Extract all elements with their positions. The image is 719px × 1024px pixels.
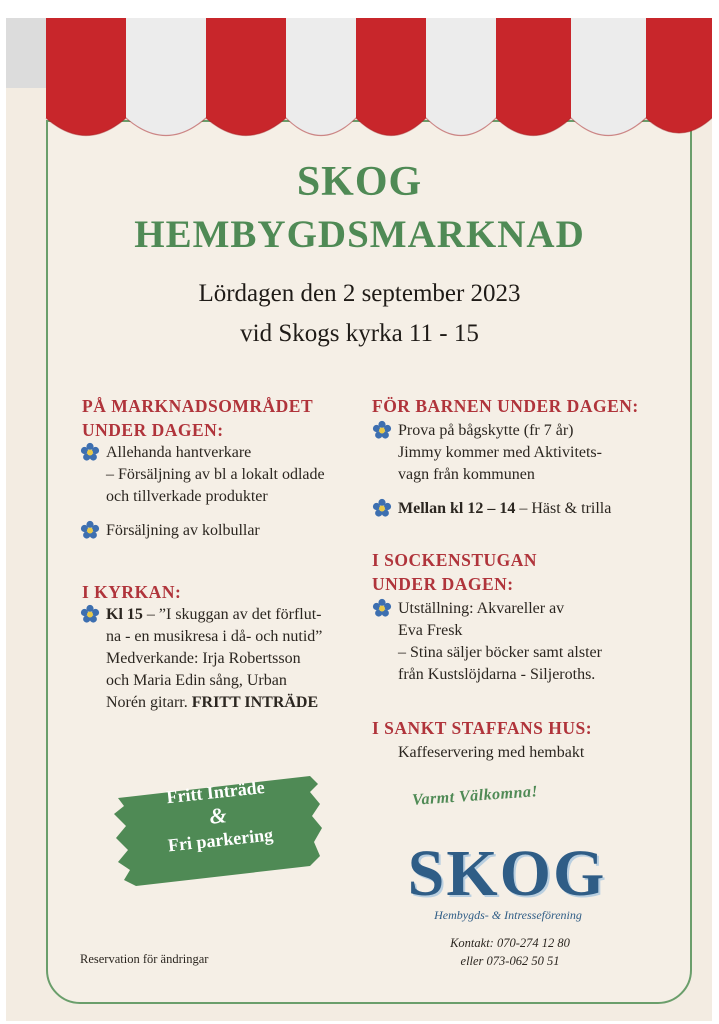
flower-icon — [372, 598, 392, 618]
flower-icon — [80, 520, 100, 540]
poster-title-line2: HEMBYGDSMARKNAD — [134, 213, 585, 256]
section-heading-sockenstugan: I SOCKENSTUGAN UNDER DAGEN: — [372, 550, 538, 594]
event-place: vid Skogs kyrka 11 - 15 — [240, 320, 479, 347]
logo-subtitle: Hembygds- & Intresseförening — [434, 908, 582, 922]
skog-logo: SKOG — [407, 837, 607, 910]
market-item-crafts: Allehanda hantverkare – Försäljning av bl a lokalt odlade och tillverkade produkter — [106, 444, 325, 505]
flower-icon — [372, 498, 392, 518]
kids-item-horse: Mellan kl 12 – 14 – Häst & trilla — [398, 500, 612, 517]
sockenstugan-exhibition: Utställning: Akvareller av Eva Fresk – Stina säljer böcker samt alster från Kustslöjdarna - Siljeroths. — [398, 600, 602, 683]
section-heading-market: PÅ MARKNADSOMRÅDET UNDER DAGEN: — [82, 396, 314, 440]
market-item-kolbullar: Försäljning av kolbullar — [106, 522, 260, 539]
contact-info: Kontakt: 070-274 12 80 eller 073-062 50 51 — [450, 936, 570, 968]
reservation-note: Reservation för ändringar — [80, 952, 209, 966]
flower-icon — [80, 442, 100, 462]
flower-icon — [372, 420, 392, 440]
badge-text: Fritt Inträde & Fri parkering — [165, 777, 275, 856]
event-date: Lördagen den 2 september 2023 — [198, 280, 521, 307]
staffans-hus-coffee: Kaffeservering med hembakt — [398, 744, 585, 761]
flower-icon — [80, 604, 100, 624]
welcome-text: Varmt Välkomna! — [411, 783, 539, 809]
section-heading-church: I KYRKAN: — [82, 582, 182, 602]
awning-stripes — [6, 18, 712, 136]
church-concert-info: Kl 15 – ”I skuggan av det förflut- na - en musikresa i då- och nutid” Medverkande: Irja Robertsson och Maria Edin sång, Urban Norén gitarr. FRITT INTRÄDE — [106, 606, 323, 711]
section-heading-staffans-hus: I SANKT STAFFANS HUS: — [372, 718, 593, 738]
poster-title-line1: SKOG — [296, 159, 423, 205]
section-heading-kids: FÖR BARNEN UNDER DAGEN: — [372, 396, 639, 416]
awning-illustration — [6, 18, 712, 158]
kids-item-archery: Prova på bågskytte (fr 7 år) Jimmy kommer med Aktivitets- vagn från kommunen — [398, 422, 602, 483]
